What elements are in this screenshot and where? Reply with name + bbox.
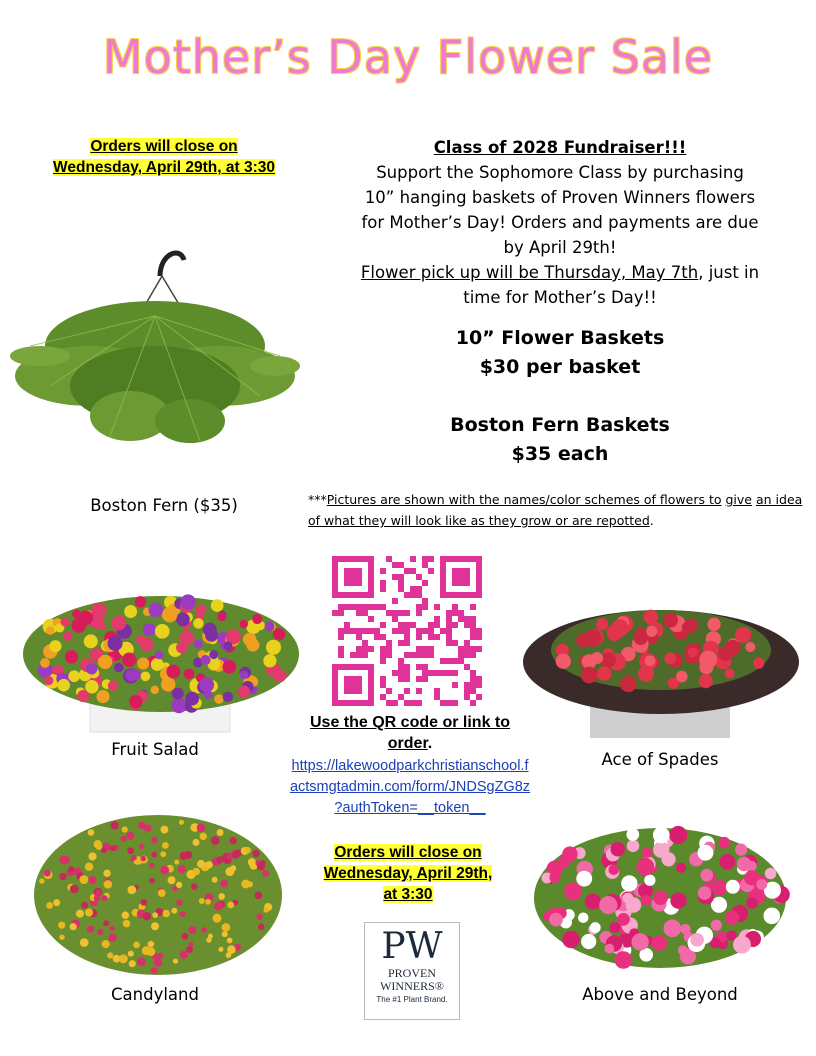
boston-fern-image: [10, 236, 300, 458]
candyland-caption: Candyland: [111, 985, 199, 1004]
basket-name: 10” Flower Baskets: [455, 327, 665, 349]
note-end: .: [649, 513, 654, 528]
page-title: Mother’s Day Flower Sale: [102, 30, 714, 84]
order-link[interactable]: [262, 756, 558, 819]
intro-line6: time for Mother’s Day!!: [463, 288, 657, 307]
ace-of-spades-caption: Ace of Spades: [601, 750, 719, 769]
basket-price: $30 per basket: [479, 356, 641, 378]
above-and-beyond-image: [530, 818, 790, 972]
above-and-beyond-caption: Above and Beyond: [582, 985, 738, 1004]
note-text2: give: [725, 492, 752, 507]
boston-fern-caption: Boston Fern ($35): [90, 496, 238, 515]
logo-name1: PROVEN: [387, 966, 436, 980]
order-label1: Use the QR code or link to: [309, 714, 511, 731]
order-instructions: [272, 712, 548, 754]
pickup-date: Flower pick up will be Thursday, May 7th: [360, 263, 699, 282]
pictures-note: [308, 489, 808, 531]
fundraiser-heading: Class of 2028 Fundraiser!!!: [433, 138, 687, 157]
fern-price: $35 each: [511, 443, 609, 465]
orders-close-notice-top: [28, 136, 300, 178]
fruit-salad-image: [20, 584, 302, 734]
note-stars: ***: [308, 492, 327, 507]
logo-mark: PW: [381, 926, 443, 967]
order-link-line2[interactable]: actsmgtadmin.com/form/JNDSgZG8z: [289, 779, 531, 795]
fern-name: Boston Fern Baskets: [450, 414, 670, 436]
order-link-line3[interactable]: ?authToken=__token__: [334, 800, 486, 816]
qr-code[interactable]: [332, 556, 482, 706]
note-text1: Pictures are shown with the names/color schemes of flowers to: [326, 492, 722, 507]
ace-of-spades-image: [520, 590, 802, 740]
notice-bottom-line3: at 3:30: [383, 886, 433, 903]
notice-bottom-line1: Orders will close on: [334, 844, 482, 861]
notice-bottom-line2: Wednesday, April 29th,: [323, 865, 493, 882]
pickup-rest: , just in: [698, 263, 760, 282]
order-label2: order: [387, 735, 428, 752]
intro-line1: Support the Sophomore Class by purchasing: [376, 163, 744, 182]
pricing-block: [360, 324, 760, 469]
intro-line3: for Mother’s Day! Orders and payments are due: [361, 213, 759, 232]
order-link-line1[interactable]: https://lakewoodparkchristianschool.f: [291, 758, 529, 774]
logo-tagline: The #1 Plant Brand.: [376, 995, 448, 1004]
notice-top-line2: Wednesday, April 29th, at 3:30: [53, 159, 275, 176]
notice-top-line1: Orders will close on: [90, 138, 238, 155]
intro-line4: by April 29th!: [503, 238, 617, 257]
logo-name2: WINNERS®: [380, 979, 444, 993]
proven-winners-logo: [364, 922, 460, 1020]
note-text3: an idea of what they will look like as they grow or are repotted: [308, 492, 803, 528]
order-period: .: [427, 735, 433, 752]
intro-line2: 10” hanging baskets of Proven Winners flowers: [364, 188, 756, 207]
orders-close-notice-bottom: [300, 842, 516, 905]
fruit-salad-caption: Fruit Salad: [111, 740, 199, 759]
candyland-image: [30, 810, 286, 980]
fundraiser-intro: [340, 135, 780, 310]
